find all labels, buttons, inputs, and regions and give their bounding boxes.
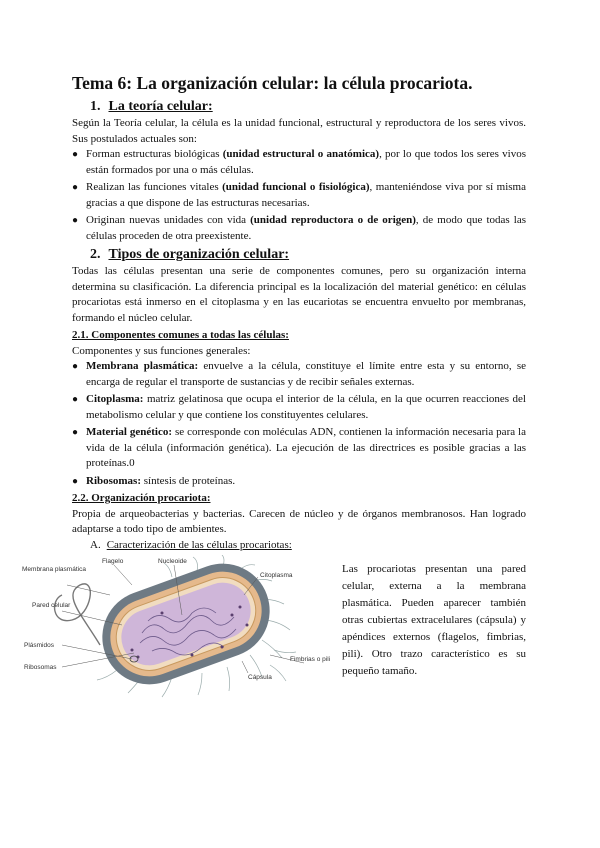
label-nucleoide: Nucleoide: [158, 558, 187, 565]
label-citoplasma: Citoplasma: [260, 572, 293, 579]
bullet-icon: ●: [72, 149, 79, 160]
bullet-text: Forman estructuras biológicas: [86, 148, 223, 160]
section-2-2-intro: Propia de arqueobacterias y bacterias. Carecen de núcleo y de órganos membranosos. Han logrado adaptarse a todo tipo de ambientes.: [72, 507, 526, 535]
page-title: Tema 6: La organización celular: la célula procariota.: [72, 73, 473, 93]
bullet-icon: ●: [72, 182, 79, 193]
bullet-text: envuelve a la célula, constituye el límite entre esta y su entorno, se encarga de regular el transporte de sustancias y de recibir señales externas.: [86, 360, 526, 388]
section-1-heading: [72, 98, 526, 116]
list-item: [72, 213, 526, 244]
bullet-text: se corresponde con moléculas ADN, contienen la información necesaria para la vida de la célula (información genética). La ejecución de las directrices es posible gracias a las proteínas.0: [86, 426, 526, 469]
bullet-bold: Ribosomas:: [86, 474, 142, 487]
document-page: [22, 72, 526, 735]
figure-side-text: Las procariotas presentan una pared celular, externa a la membrana plasmática. Pueden aparecer también otras cubiertas extracelulares (cápsula) y apéndices externos (flagelos, fimbrias, pili). Otro trazo característico es su pequeño tamaño.: [342, 563, 526, 677]
section-number: 1.: [90, 99, 101, 114]
bullet-icon: ●: [72, 361, 79, 372]
section-1-intro: Según la Teoría celular, la célula es la unidad funcional, estructural y reproductora de los seres vivos. Sus postulados actuales son:: [72, 117, 526, 145]
bullet-icon: ●: [72, 215, 79, 226]
list-item: [72, 474, 526, 490]
label-ribosomas: Ribosomas: [24, 664, 57, 671]
bullet-text: Originan nuevas unidades con vida: [86, 214, 251, 226]
bullet-icon: ●: [72, 475, 79, 487]
bullet-text: Realizan las funciones vitales: [86, 181, 223, 193]
section-number: 2.: [90, 247, 101, 262]
prokaryote-cell-diagram: [22, 555, 352, 725]
label-flagelo: Flagelo: [102, 558, 124, 565]
bullet-bold: Membrana plasmática:: [86, 360, 199, 372]
bullet-bold: Material genético:: [86, 426, 173, 438]
bullet-text: , manteniéndose viva por sí misma gracias a que dispone de las estructuras necesarias.: [86, 181, 526, 209]
bullet-text: matriz gelatinosa que ocupa el interior de la célula, en la que ocurren reacciones del metabolismo celular y que contiene los constituyentes celulares.: [86, 393, 526, 421]
section-2-1-list: [72, 359, 526, 489]
label-plasmidos: Plásmidos: [24, 642, 54, 649]
subsection-a-heading: [72, 538, 526, 554]
section-2-2-heading: 2.2. Organización procariota:: [72, 492, 211, 504]
bullet-text: , por lo que todos los seres vivos están formados por una o más células.: [86, 148, 526, 176]
label-membrana: Membrana plasmática: [22, 566, 86, 573]
section-2-heading: [72, 246, 526, 264]
label-capsula: Cápsula: [248, 674, 272, 681]
list-item: [72, 425, 526, 472]
bullet-text: síntesis de proteínas.: [141, 474, 236, 487]
bullet-text: , de modo que todas las células proceden de otra preexistente.: [86, 214, 526, 242]
bullet-bold: (unidad funcional o fisiológica): [222, 181, 370, 193]
subsection-letter: A.: [90, 538, 101, 551]
list-item: [72, 180, 526, 211]
list-item: [72, 392, 526, 423]
bullet-bold: Citoplasma:: [86, 393, 144, 405]
list-item: [72, 359, 526, 390]
section-2-intro: Todas las células presentan una serie de componentes comunes, pero su organización interna determina su clasificación. La diferencia principal es la localización del material genético: en células procariotas está inmerso en el citoplasma y en las eucariotas se encuentra envuelto por membranas, formando el núcleo celular.: [72, 265, 526, 324]
bullet-bold: (unidad estructural o anatómica): [222, 148, 380, 160]
bullet-icon: ●: [72, 394, 79, 405]
subsection-title: Caracterización de las células procariotas:: [106, 538, 292, 551]
section-2-1-heading: 2.1. Componentes comunes a todas las células:: [72, 329, 289, 341]
bullet-bold: (unidad reproductora o de origen): [250, 214, 416, 226]
section-title: Tipos de organización celular:: [108, 247, 290, 262]
section-2-1-intro: Componentes y sus funciones generales:: [72, 344, 251, 357]
figure-row: [22, 555, 526, 735]
label-pared: Pared celular: [32, 602, 71, 609]
section-1-list: [72, 147, 526, 244]
list-item: [72, 147, 526, 178]
bullet-icon: ●: [72, 427, 79, 438]
label-fimbrias: Fimbrias o pili: [290, 656, 331, 663]
section-title: La teoría celular:: [108, 99, 213, 114]
